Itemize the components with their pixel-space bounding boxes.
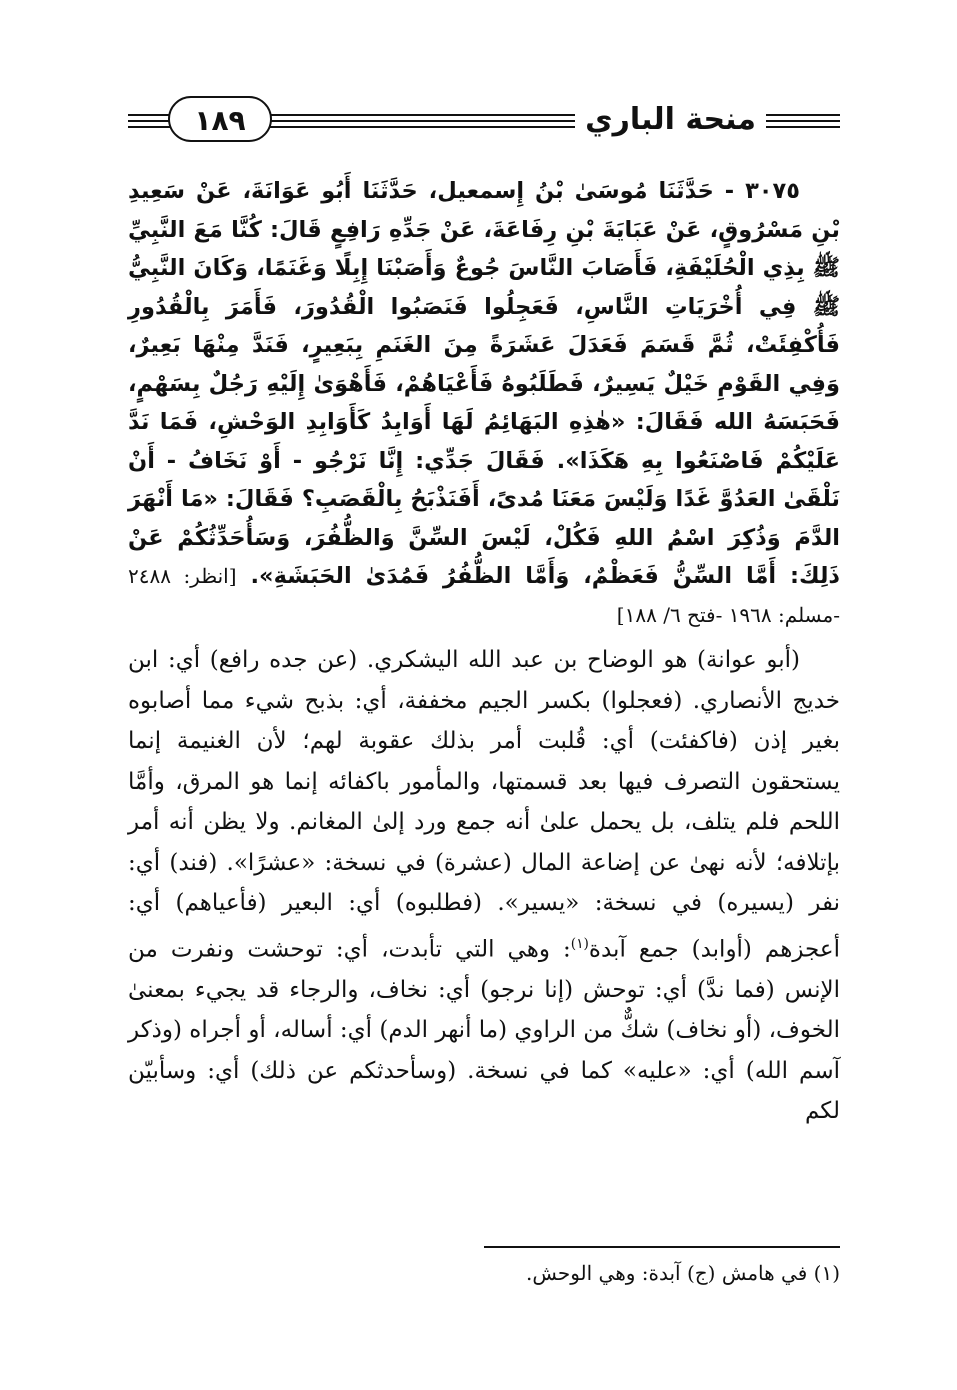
book-title: منحة الباري: [575, 98, 766, 142]
hadith-body: - حَدَّثَنَا مُوسَىٰ بْنُ إِسمعيل، حَدَّثَنَا أَبُو عَوَانَةَ، عَنْ سَعِيدِ بْنِ مَسْرُوقٍ، عَنْ عَبَايَةَ بْنِ رِفَاعَةَ، عَنْ جَدِّهِ رَافِعٍ قَالَ: كُنَّا مَعَ النَّبِيِّ ﷺ بِذِي الْحُلَيْفَةِ، فَأَصَابَ النَّاسَ جُوعٌ وَأَصَبْنَا إِبِلًا وَغَنَمًا، وَكَانَ النَّبِيُّ ﷺ فِي أُخْرَيَاتِ النَّاسِ، فَعَجِلُوا فَنَصَبُوا الْقُدُورَ، فَأَمَرَ بِالْقُدُورِ فَأُكْفِئَتْ، ثُمَّ قَسَمَ فَعَدَلَ عَشَرَةً مِنَ الغَنَمِ بِبَعِيرٍ، فَنَدَّ مِنْهَا بَعِيرٌ، وَفِي القَوْمِ خَيْلٌ يَسِيرٌ، فَطَلَبُوهُ فَأَعْيَاهُمْ، فَأَهْوَىٰ إِلَيْهِ رَجُلٌ بِسَهْمٍ، فَحَبَسَهُ الله فَقَالَ: «هٰذِهِ البَهَائِمُ لَهَا أَوَابِدُ كَأَوَابِدِ الوَحْشِ، فَمَا نَدَّ عَلَيْكُمْ فَاصْنَعُوا بِهِ هَكَذَا». فَقَالَ جَدِّي: إِنَّا نَرْجُو - أَوْ نَخَافُ - أَنْ نَلْقَىٰ العَدُوَّ غَدًا وَلَيْسَ مَعَنَا مُدىً، أَفَنَذْبَحُ بِالْقَصَبِ؟ فَقَالَ: «مَا أَنْهَرَ الدَّمَ وَذُكِرَ اسْمُ اللهِ فَكُلْ، لَيْسَ السِّنَّ وَالظُّفُرَ، وَسَأُحَدِّثُكُمْ عَنْ ذَلِكَ: أَمَّا السِّنُّ فَعَظْمٌ، وَأَمَّا الظُّفُرُ فَمُدَىٰ الحَبَشَةِ».: [128, 178, 840, 589]
page-number: ١٨٩: [168, 96, 272, 142]
commentary-part-2: : وهي التي تأبدت، أي: توحشت ونفرت من الإنس (فما ندَّ) أي: توحش (إنا نرجو) أي: نخاف، والرجاء قد يجيء بمعنىٰ الخوف، (أو نخاف) شكٌّ من الراوي (ما أنهر الدم) أي: أساله، أو أجراه (وذكر آسم الله) أي: «عليه» كما في نسخة. (وسأحدثكم عن ذلك) أي: وسأبيّن لكم: [128, 936, 840, 1125]
hadith-number: ٣٠٧٥: [745, 178, 800, 204]
hadith-text: [128, 172, 840, 634]
hadith-reference: [انظر: ٢٤٨٨ -مسلم: ١٩٦٨ -فتح ٦/ ١٨٨]: [128, 564, 840, 627]
commentary-part-1: (أبو عوانة) هو الوضاح بن عبد الله اليشكري. (عن جده رافع) أي: ابن خديج الأنصاري. (فعجلوا) بكسر الجيم مخففة، أي: بذبح شيء مما أصابوه بغير إذن (فاكفئت) أي: قُلبت أمر بذلك عقوبة لهم؛ لأن الغنيمة إنما يستحقون التصرف فيها بعد قسمتها، والمأمور باكفائه إنما هو المرق، وأمَّا اللحم فلم يتلف، بل يحمل علىٰ أنه جمع ورد إلىٰ المغانم. ولا يظن أنه أمر بإتلافه؛ لأنه نهىٰ عن إضاعة المال (عشرة) في نسخة: «عشرًا». (فند) أي: نفر (يسيره) في نسخة: «يسير». (فطلبوه) أي: البعير (فأعياهم) أي: أعجزهم (أوابد) جمع آبدة: [128, 647, 841, 963]
footnote-divider: [484, 1246, 840, 1248]
footnote-marker: (١): [570, 935, 589, 952]
footnote: (١) في هامش (ج) آبدة: وهي الوحش.: [525, 1261, 840, 1285]
main-text: [128, 172, 840, 1132]
commentary-text: [128, 640, 840, 1132]
page-header: [128, 96, 840, 148]
